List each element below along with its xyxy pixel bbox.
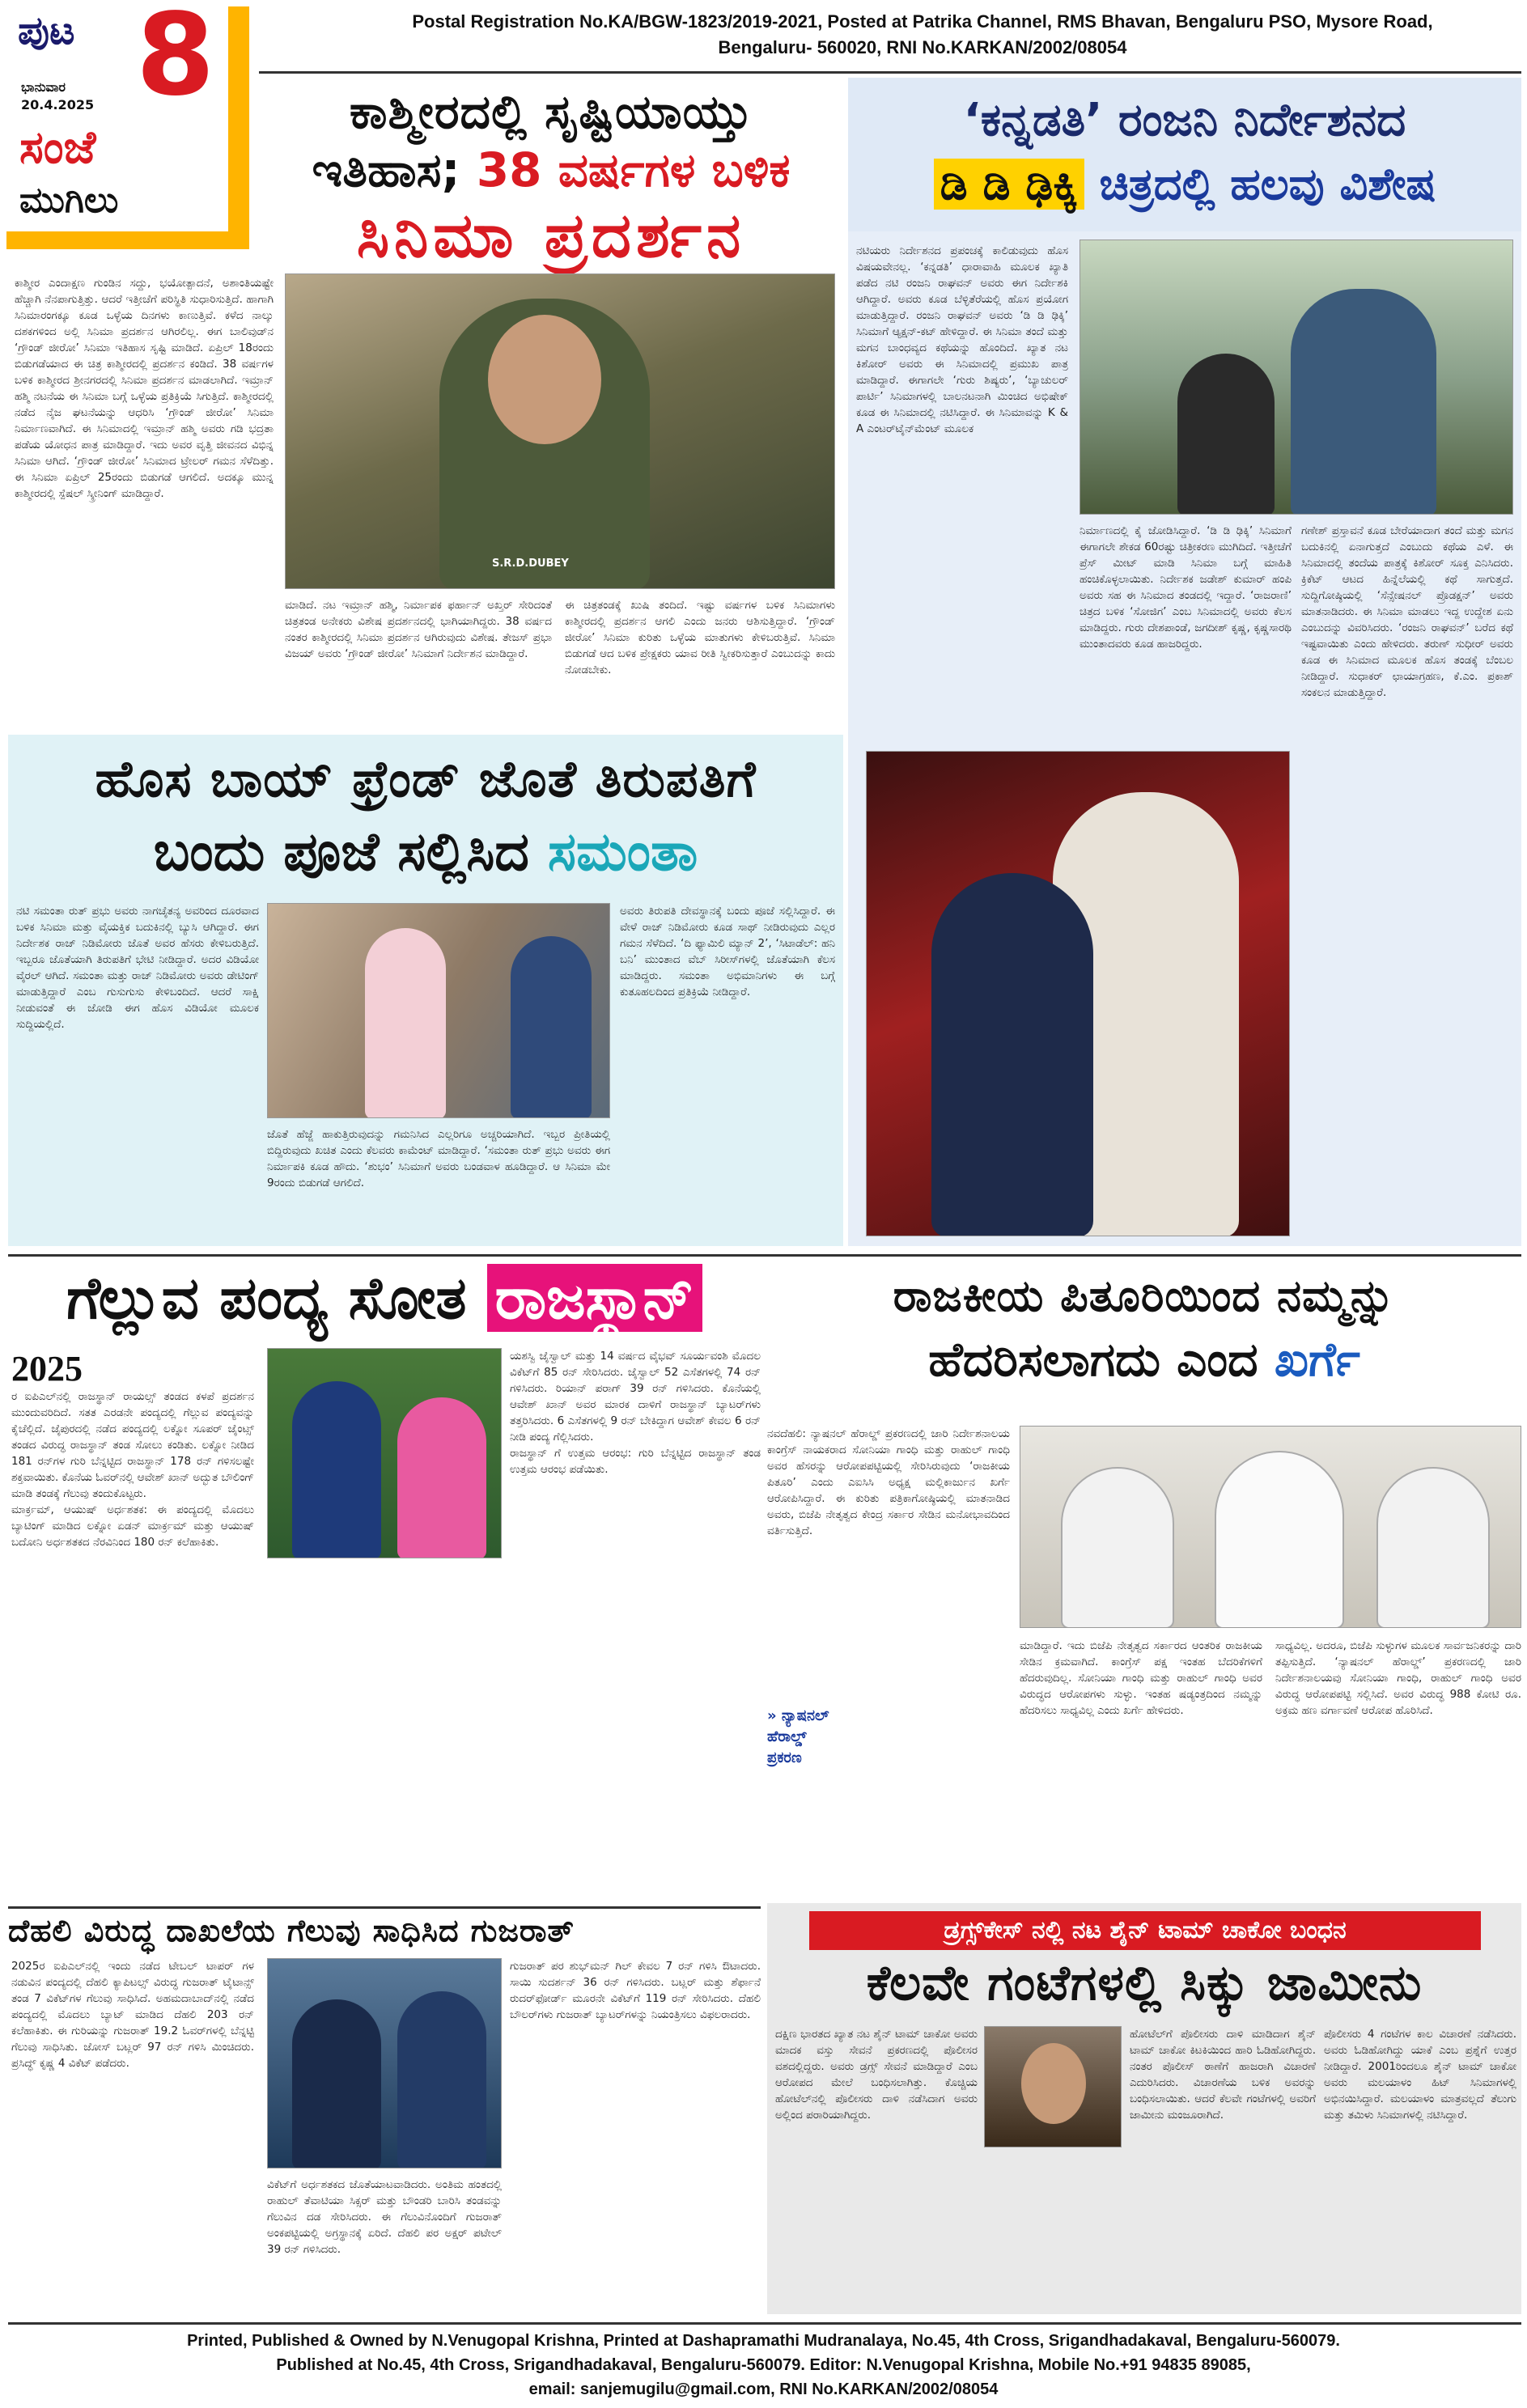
paper-name-bottom: ಮುಗಿಲು [19,180,119,221]
kharge-pullquote [767,1706,864,1787]
kashmir-headline-2a: ಇತಿಹಾಸ; [312,142,460,197]
rajasthan-photo [267,1348,502,1558]
chacko-col-3: ಪೊಲೀಸರು 4 ಗಂಟೆಗಳ ಕಾಲ ವಿಚಾರಣೆ ನಡೆಸಿದರು. ಅವರು ಓಡಿಹೋಗಿದ್ದು ಯಾಕೆ ಎಂಬ ಪ್ರಶ್ನೆಗೆ ಉತ್ತರ ನೀಡಿದ್ದಾರೆ. 2001ರಿಂದಲೂ ಶೈನ್ ಟಾಮ್ ಚಾಕೋ ಅವರು ಮಲಯಾಳಂ ಹಿಟ್ ಸಿನಿಮಾಗಳಲ್ಲಿ ಅಭಿನಯಿಸಿದ್ದಾರೆ. ಮಲಯಾಳಂ ಮಾತ್ರವಲ್ಲದೆ ತೆಲುಗು ಮತ್ತು ತಮಿಳು ಸಿನಿಮಾಗಳಲ್ಲಿ ನಟಿಸಿದ್ದಾರೆ. [1324,2028,1516,2122]
footer-rule [8,2322,1521,2325]
kashmir-headline-3: ಸಿನಿಮಾ ಪ್ರದರ್ಶನ [356,199,746,271]
pullquote-line-3: ಪ್ರಕರಣ [767,1749,802,1766]
kharge-col-2: ಮಾಡಿದ್ದಾರೆ. ಇದು ಬಿಜೆಪಿ ನೇತೃತ್ವದ ಸರ್ಕಾರದ ಆಂತರಿಕ ರಾಜಕೀಯ ಸೇಡಿನ ಕ್ರಮವಾಗಿದೆ. ಕಾಂಗ್ರೆಸ್ ಪಕ್ಷ ಇಂತಹ ಬೆದರಿಕೆಗಳಿಗೆ ಹೆದರುವುದಿಲ್ಲ. ಸೋನಿಯಾ ಗಾಂಧಿ ಮತ್ತು ರಾಹುಲ್ ಗಾಂಧಿ ಅವರ ವಿರುದ್ಧದ ಆರೋಪಗಳು ಸುಳ್ಳು. ಇಂತಹ ಷಡ್ಯಂತ್ರದಿಂದ ನಮ್ಮನ್ನು ಹೆದರಿಸಲು ಸಾಧ್ಯವಿಲ್ಲ ಎಂದು ಖರ್ಗೆ ಹೇಳಿದರು. [1020,1639,1262,1717]
dd-col-1: ನಟಿಯರು ನಿರ್ದೇಶನದ ಪ್ರಪಂಚಕ್ಕೆ ಕಾಲಿಡುವುದು ಹೊಸ ವಿಷಯವೇನಲ್ಲ. ‘ಕನ್ನಡತಿ’ ಧಾರಾವಾಹಿ ಮೂಲಕ ಖ್ಯಾತಿ ಪಡೆದ ನಟಿ ರಂಜನಿ ರಾಘವನ್ ಅವರು ಈಗ ನಿರ್ದೇಶಕಿ ಆಗಿದ್ದಾರೆ. ಅವರು ಕೂಡ ಬೆಳ್ಳಿತೆರೆಯಲ್ಲಿ ಹೊಸ ಪ್ರಯೋಗ ಮಾಡುತ್ತಿದ್ದಾರೆ. ರಂಜನಿ ರಾಘವನ್ ಅವರು ‘ಡಿ ಡಿ ಢಿಕ್ಕಿ’ ಸಿನಿಮಾಗೆ ಆ್ಯಕ್ಷನ್-ಕಟ್ ಹೇಳಿದ್ದಾರೆ. ಈ ಸಿನಿಮಾ ತಂದೆ ಮತ್ತು ಮಗನ ಬಾಂಧವ್ಯದ ಕಥೆಯನ್ನು ಹೊಂದಿದೆ. ಖ್ಯಾತ ನಟ ಕಿಶೋರ್ ಅವರು ಈ ಸಿನಿಮಾದಲ್ಲಿ ಪ್ರಮುಖ ಪಾತ್ರ ಮಾಡಿದ್ದಾರೆ. ಈಗಾಗಲೇ ‘ಗುರು ಶಿಷ್ಯರು’, ‘ಬ್ಯಾಚುಲರ್ ಪಾರ್ಟಿ’ ಸಿನಿಮಾಗಳಲ್ಲಿ ಬಾಲನಟನಾಗಿ ಮಿಂಚಿದ ಅಭಿಷೇಕ್ ಕೂಡ ಈ ಸಿನಿಮಾದಲ್ಲಿ ನಟಿಸಿದ್ದಾರೆ. ಈ ಸಿನಿಮಾವನ್ನು K & A ಎಂಟರ್‌ಟೈನ್‌ಮೆಂಟ್ ಮೂಲಕ [856,244,1068,435]
kashmir-col-2: ಮಾಡಿದೆ. ನಟ ಇಮ್ರಾನ್ ಹಶ್ಮಿ, ನಿರ್ಮಾಪಕ ಫರ್ಹಾನ್ ಅಖ್ತರ್ ಸೇರಿದಂತೆ ಚಿತ್ರತಂಡ ಅನೇಕರು ವಿಶೇಷ ಪ್ರದರ್ಶನದಲ್ಲಿ ಭಾಗಿಯಾಗಿದ್ದರು. 38 ವರ್ಷದ ನಂತರ ಕಾಶ್ಮೀರದಲ್ಲಿ ಸಿನಿಮಾ ಪ್ರದರ್ಶನ ಆಗಿರುವುದು ವಿಶೇಷ. ತೇಜಸ್ ಪ್ರಭಾ ವಿಜಯ್ ಅವರು ‘ಗ್ರೌಂಡ್ ಜೀರೋ’ ಸಿನಿಮಾಗೆ ನಿರ್ದೇಶನ ಮಾಡಿದ್ದಾರೆ. [285,599,552,660]
kashmir-photo [285,273,835,589]
dd-headline-1a: ‘ಕನ್ನಡತಿ’ [963,94,1103,146]
kharge-headline-2a: ಹೆದರಿಸಲಾಗದು ಎಂದ [928,1332,1258,1387]
dd-col-3: ಗಣೇಶ್ ಪ್ರಸ್ತಾವನೆ ಕೂಡ ಬೇರೆಯಾದಾಗ ತಂದೆ ಮತ್ತು ಮಗನ ಬದುಕಿನಲ್ಲಿ ಏನಾಗುತ್ತದೆ ಎಂಬುದು ಕಥೆಯ ಎಳೆ. ಈ ಸಿನಿಮಾದಲ್ಲಿ ತಂದೆಯ ಪಾತ್ರಕ್ಕೆ ಕಿಶೋರ್ ಸೂಕ್ತ ಎನಿಸಿದರು. ಕ್ರಿಕೆಟ್ ಆಟದ ಹಿನ್ನೆಲೆಯಲ್ಲಿ ಕಥೆ ಸಾಗುತ್ತದೆ. ಸುದ್ದಿಗೋಷ್ಠಿಯಲ್ಲಿ ‘ಸೆನ್ಸೇಷನಲ್ ಪ್ರೊಡಕ್ಷನ್’ ಅವರು ಮಾತನಾಡಿದರು. ಈ ಸಿನಿಮಾ ಮಾಡಲು ಇದ್ದ ಉದ್ದೇಶ ಏನು ಎಂಬುದನ್ನು ವಿವರಿಸಿದರು. ‘ರಂಜನಿ ರಾಘವನ್’ ಬರೆದ ಕಥೆ ಇಷ್ಟವಾಯಿತು ಎಂದು ಹೇಳಿದರು. ತರುಣ್ ಸುಧೀರ್ ಅವರು ಕೂಡ ಈ ಸಿನಿಮಾದ ಮೂಲಕ ಹೊಸ ತಂಡಕ್ಕೆ ಬೆಂಬಲ ನೀಡಿದ್ದಾರೆ. ಸುಧಾಕರ್ ಛಾಯಾಗ್ರಹಣ, ಕೆ.ಎಂ. ಪ್ರಕಾಶ್ ಸಂಕಲನ ಮಾಡುತ್ತಿದ್ದಾರೆ. [1301,524,1513,699]
samantha-headline-2a: ಬಂದು ಪೂಜೆ ಸಲ್ಲಿಸಿದ [153,820,529,883]
chacko-col-1: ದಕ್ಷಿಣ ಭಾರತದ ಖ್ಯಾತ ನಟ ಶೈನ್ ಟಾಮ್ ಚಾಕೋ ಅವರು ಮಾದಕ ವಸ್ತು ಸೇವನೆ ಪ್ರಕರಣದಲ್ಲಿ ಪೊಲೀಸರ ವಶದಲ್ಲಿದ್ದರು. ಅವರು ಡ್ರಗ್ಸ್ ಸೇವನೆ ಮಾಡಿದ್ದಾರೆ ಎಂಬ ಆರೋಪದ ಮೇಲೆ ಬಂಧಿಸಲಾಗಿತ್ತು. ಕೊಚ್ಚಿಯ ಹೋಟೆಲ್‌ನಲ್ಲಿ ಪೊಲೀಸರು ದಾಳಿ ನಡೆಸಿದಾಗ ಅವರು ಅಲ್ಲಿಂದ ಪರಾರಿಯಾಗಿದ್ದರು. [775,2028,978,2122]
dd-headline-1 [848,94,1521,147]
dd-headline-2b: ಚಿತ್ರದಲ್ಲಿ ಹಲವು ವಿಶೇಷ [1099,159,1436,210]
footer [0,2329,1527,2406]
kharge-headline-2b: ಖರ್ಗೆ [1274,1332,1360,1387]
samantha-photo [267,903,610,1118]
dd-photo-bottom [866,751,1290,1236]
samantha-headline-2b: ಸಮಂತಾ [547,820,698,883]
dd-headline-2 [848,159,1521,210]
kashmir-headline-2b: 38 ವರ್ಷಗಳ ಬಳಿಕ [476,142,791,197]
rajasthan-col-2: ಯಶಸ್ವಿ ಜೈಸ್ವಾಲ್ ಮತ್ತು 14 ವರ್ಷದ ವೈಭವ್ ಸೂರ್ಯವಂಶಿ ಮೊದಲ ವಿಕೆಟ್‌ಗೆ 85 ರನ್ ಸೇರಿಸಿದರು. ಜೈಸ್ವಾಲ್ 52 ಎಸೆತಗಳಲ್ಲಿ 74 ರನ್ ಗಳಿಸಿದರು. ರಿಯಾನ್ ಪರಾಗ್ 39 ರನ್ ಗಳಿಸಿದರು. ಕೊನೆಯಲ್ಲಿ ಆವೇಶ್ ಖಾನ್ ಅವರ ಮಾರಕ ದಾಳಿಗೆ ರಾಜಸ್ಥಾನ್ ಬ್ಯಾಟರ್‌ಗಳು ತತ್ತರಿಸಿದರು. 6 ಎಸೆತಗಳಲ್ಲಿ 9 ರನ್ ಬೇಕಿದ್ದಾಗ ಆವೇಶ್ ಕೇವಲ 6 ರನ್ ನೀಡಿ ಪಂದ್ಯ ಗೆಲ್ಲಿಸಿದರು. ರಾಜಸ್ಥಾನ್ ಗೆ ಉತ್ತಮ ಆರಂಭ: ಗುರಿ ಬೆನ್ನಟ್ಟಿದ ರಾಜಸ್ಥಾನ್ ತಂಡ ಉತ್ತಮ ಆರಂಭ ಪಡೆಯಿತು. [510,1350,761,1476]
chacko-col-2: ಹೋಟೆಲ್‌ಗೆ ಪೊಲೀಸರು ದಾಳಿ ಮಾಡಿದಾಗ ಶೈನ್ ಟಾಮ್ ಚಾಕೋ ಕಿಟಕಿಯಿಂದ ಹಾರಿ ಓಡಿಹೋಗಿದ್ದರು. ನಂತರ ಪೊಲೀಸ್ ಠಾಣೆಗೆ ಹಾಜರಾಗಿ ವಿಚಾರಣೆ ಎದುರಿಸಿದರು. ವಿಚಾರಣೆಯ ಬಳಿಕ ಅವರನ್ನು ಬಂಧಿಸಲಾಯಿತು. ಆದರೆ ಕೆಲವೇ ಗಂಟೆಗಳಲ್ಲಿ ಅವರಿಗೆ ಜಾಮೀನು ಮಂಜೂರಾಗಿದೆ. [1130,2028,1316,2122]
page-number: 8 [136,0,215,121]
pullquote-line-1: » ನ್ಯಾಷನಲ್ [767,1707,829,1724]
gujarat-photo [267,1958,502,2168]
divider-lower [8,1906,761,1909]
leader-1 [1061,1467,1174,1628]
chacko-banner: ಡ್ರಗ್ಸ್‌ಕೇಸ್ ನಲ್ಲಿ ನಟ ಶೈನ್ ಟಾಮ್ ಚಾಕೋ ಬಂಧನ [809,1911,1481,1950]
footer-line-1: Printed, Published & Owned by N.Venugopal Krishna, Printed at Dashapramathi Mudranalaya, No.45, 4th Cross, Srigandhadakaval, Bengaluru-560079. [187,2332,1340,2350]
footer-line-2: Published at No.45, 4th Cross, Srigandhadakaval, Bengaluru-560079. Editor: N.Venugopal Krishna, Mobile No.+91 94835 89085, [276,2356,1251,2374]
kashmir-headline-1: ಕಾಶ್ಮೀರದಲ್ಲಿ ಸೃಷ್ಟಿಯಾಯ್ತು [349,84,753,139]
kashmir-col-1: ಕಾಶ್ಮೀರ ಎಂದಾಕ್ಷಣ ಗುಂಡಿನ ಸದ್ದು, ಭಯೋತ್ಪಾದನೆ, ಅಶಾಂತಿಯಷ್ಟೇ ಹೆಚ್ಚಾಗಿ ನೆನಪಾಗುತ್ತಿತ್ತು. ಆದರೆ ಇತ್ತೀಚೆಗೆ ಪರಿಸ್ಥಿತಿ ಸುಧಾರಿಸುತ್ತಿದೆ. ಹಾಗಾಗಿ ಸಿನಿಮಾರಂಗಕ್ಕೂ ಕೂಡ ಒಳ್ಳೆಯ ದಿನಗಳು ಕಾಣುತ್ತಿವೆ. ಕಳೆದ ನಾಲ್ಕು ದಶಕಗಳಿಂದ ಅಲ್ಲಿ ಸಿನಿಮಾ ಪ್ರದರ್ಶನ ಆಗಿರಲಿಲ್ಲ. ಈಗ ಬಾಲಿವುಡ್‌ನ ‘ಗ್ರೌಂಡ್ ಜೀರೋ’ ಸಿನಿಮಾ ಇತಿಹಾಸ ಸೃಷ್ಟಿ ಮಾಡಿದೆ. ಏಪ್ರಿಲ್ 18ರಂದು ಬಿಡುಗಡೆಯಾದ ಈ ಚಿತ್ರ ಕಾಶ್ಮೀರದಲ್ಲಿ ಪ್ರದರ್ಶನ ಕಂಡಿದೆ. 38 ವರ್ಷಗಳ ಬಳಿಕ ಕಾಶ್ಮೀರದ ಶ್ರೀನಗರದಲ್ಲಿ ಸಿನಿಮಾ ಪ್ರದರ್ಶನ ಮಾಡಲಾಗಿದೆ. ಇಮ್ರಾನ್ ಹಶ್ಮಿ ನಟನೆಯ ಈ ಸಿನಿಮಾ ಬಗ್ಗೆ ಒಳ್ಳೆಯ ಪ್ರತಿಕ್ರಿಯೆ ಸಿಗುತ್ತಿದೆ. ಕಾಶ್ಮೀರದಲ್ಲಿ ನಡೆದ ನೈಜ ಘಟನೆಯನ್ನು ಆಧರಿಸಿ ‘ಗ್ರೌಂಡ್ ಜೀರೋ’ ಸಿನಿಮಾ ನಿರ್ಮಾಣವಾಗಿದೆ. ಈ ಸಿನಿಮಾದಲ್ಲಿ ಇಮ್ರಾನ್ ಹಶ್ಮಿ ಅವರು ಗಡಿ ಭದ್ರತಾ ಪಡೆಯ ಯೋಧನ ಪಾತ್ರ ಮಾಡಿದ್ದಾರೆ. ಇದು ಅವರ ವೃತ್ತಿ ಜೀವನದ ವಿಭಿನ್ನ ಸಿನಿಮಾ ಆಗಿದೆ. ‘ಗ್ರೌಂಡ್ ಜೀರೋ’ ಸಿನಿಮಾದ ಟ್ರೇಲರ್ ಗಮನ ಸೆಳೆದಿತ್ತು. ಈ ಸಿನಿಮಾ ಏಪ್ರಿಲ್ 25ರಂದು ಬಿಡುಗಡೆ ಆಗಲಿದೆ. ಅದಕ್ಕೂ ಮುನ್ನ ಕಾಶ್ಮೀರದಲ್ಲಿ ಸ್ಪೆಷಲ್ ಸ್ಕ್ರೀನಿಂಗ್ ಮಾಡಿದ್ದಾರೆ. [15,277,274,500]
story-dd-dhikki-header [848,78,1521,231]
woman-figure [365,928,446,1118]
samantha-col-3: ಅವರು ತಿರುಪತಿ ದೇವಸ್ಥಾನಕ್ಕೆ ಬಂದು ಪೂಜೆ ಸಲ್ಲಿಸಿದ್ದಾರೆ. ಈ ವೇಳೆ ರಾಜ್ ನಿಡಿಮೋರು ಕೂಡ ಸಾಥ್ ನೀಡಿರುವುದು ಎಲ್ಲರ ಗಮನ ಸೆಳೆದಿದೆ. ‘ದಿ ಫ್ಯಾಮಿಲಿ ಮ್ಯಾನ್ 2’, ‘ಸಿಟಾಡೆಲ್: ಹನಿ ಬನಿ’ ಮುಂತಾದ ವೆಬ್ ಸಿರೀಸ್‌ಗಳಲ್ಲಿ ಜೊತೆಯಾಗಿ ಕೆಲಸ ಮಾಡಿದ್ದರು. ಸಮಂತಾ ಅಭಿಮಾನಿಗಳು ಈ ಬಗ್ಗೆ ಕುತೂಹಲದಿಂದ ಪ್ರತಿಕ್ರಿಯೆ ನೀಡಿದ್ದಾರೆ. [620,905,835,998]
leader-3 [1376,1467,1490,1628]
kharge-col-1: ನವದೆಹಲಿ: ನ್ಯಾಷನಲ್ ಹೆರಾಲ್ಡ್ ಪ್ರಕರಣದಲ್ಲಿ ಜಾರಿ ನಿರ್ದೇಶನಾಲಯ ಕಾಂಗ್ರೆಸ್ ನಾಯಕರಾದ ಸೋನಿಯಾ ಗಾಂಧಿ ಮತ್ತು ರಾಹುಲ್ ಗಾಂಧಿ ಅವರ ಹೆಸರನ್ನು ಆರೋಪಪಟ್ಟಿಯಲ್ಲಿ ಸೇರಿಸಿರುವುದು ‘ರಾಜಕೀಯ ಪಿತೂರಿ’ ಎಂದು ಎಐಸಿಸಿ ಅಧ್ಯಕ್ಷ ಮಲ್ಲಿಕಾರ್ಜುನ ಖರ್ಗೆ ಆರೋಪಿಸಿದ್ದಾರೆ. ಈ ಕುರಿತು ಪತ್ರಿಕಾಗೋಷ್ಠಿಯಲ್ಲಿ ಮಾತನಾಡಿದ ಅವರು, ಬಿಜೆಪಿ ನೇತೃತ್ವದ ಕೇಂದ್ರ ಸರ್ಕಾರ ಸೇಡಿನ ಮನೋಭಾವದಿಂದ ವರ್ತಿಸುತ್ತಿದೆ. [767,1427,1010,1537]
man-figure-2 [511,936,592,1118]
gujarat-col-1: 2025ರ ಐಪಿಎಲ್‌ನಲ್ಲಿ ಇಂದು ನಡೆದ ಟೇಬಲ್ ಟಾಪರ್ ಗಳ ನಡುವಿನ ಪಂದ್ಯದಲ್ಲಿ ದೆಹಲಿ ಕ್ಯಾಪಿಟಲ್ಸ್ ವಿರುದ್ಧ ಗುಜರಾತ್ ಟೈಟಾನ್ಸ್ ತಂಡ 7 ವಿಕೆಟ್‌ಗಳ ಗೆಲುವು ಸಾಧಿಸಿದೆ. ಅಹಮದಾಬಾದ್‌ನಲ್ಲಿ ನಡೆದ ಪಂದ್ಯದಲ್ಲಿ ಮೊದಲು ಬ್ಯಾಟ್ ಮಾಡಿದ ದೆಹಲಿ 203 ರನ್ ಕಲೆಹಾಕಿತು. ಈ ಗುರಿಯನ್ನು ಗುಜರಾತ್ 19.2 ಓವರ್‌ಗಳಲ್ಲಿ ಬೆನ್ನಟ್ಟಿ ಗೆಲುವು ಸಾಧಿಸಿತು. ಜೋಸ್ ಬಟ್ಲರ್ 97 ರನ್ ಗಳಿಸಿ ಮಿಂಚಿದರು. ಪ್ರಸಿದ್ಧ್ ಕೃಷ್ಣ 4 ವಿಕೆಟ್ ಪಡೆದರು. [11,1960,254,2070]
story-kharge [767,1264,1521,1426]
pullquote-line-2: ಹೆರಾಲ್ಡ್ [767,1728,807,1745]
issue-day: ಭಾನುವಾರ [21,79,66,95]
kharge-photo [1020,1426,1521,1628]
player-1 [292,1381,381,1558]
page-word: ಪುಟ [18,8,75,53]
gujarat-col-3: ಗುಜರಾತ್ ಪರ ಶುಭ್‌ಮನ್ ಗಿಲ್ ಕೇವಲ 7 ರನ್ ಗಳಿಸಿ ಔಟಾದರು. ಸಾಯಿ ಸುದರ್ಶನ್ 36 ರನ್ ಗಳಿಸಿದರು. ಬಟ್ಲರ್ ಮತ್ತು ಶೆರ್ಫಾನೆ ರುದರ್‌ಫೋರ್ಡ್ ಮೂರನೇ ವಿಕೆಟ್‌ಗೆ 119 ರನ್ ಸೇರಿಸಿದರು. ದೆಹಲಿ ಬೌಲರ್‌ಗಳು ಗುಜರಾತ್ ಬ್ಯಾಟರ್‌ಗಳನ್ನು ನಿಯಂತ್ರಿಸಲು ವಿಫಲರಾದರು. [510,1960,761,2021]
dd-col-2: ನಿರ್ಮಾಣದಲ್ಲಿ ಕೈ ಜೋಡಿಸಿದ್ದಾರೆ. ‘ಡಿ ಡಿ ಢಿಕ್ಕಿ’ ಸಿನಿಮಾಗೆ ಈಗಾಗಲೇ ಶೇಕಡ 60ರಷ್ಟು ಚಿತ್ರೀಕರಣ ಮುಗಿದಿದೆ. ಇತ್ತೀಚೆಗೆ ಪ್ರೆಸ್ ಮೀಟ್ ಮಾಡಿ ಸಿನಿಮಾ ಬಗ್ಗೆ ಮಾಹಿತಿ ಹಂಚಿಕೊಳ್ಳಲಾಯಿತು. ನಿರ್ದೇಶಕ ಜಡೇಶ್ ಕುಮಾರ್ ಹಂಪಿ ಅವರು ಸಹ ಈ ಸಿನಿಮಾದ ತಂಡದಲ್ಲಿ ಇದ್ದಾರೆ. ‘ರಾಜರಾಣಿ’ ಚಿತ್ರದ ಬಳಿಕ ‘ಸೋಜಿಗ’ ಎಂಬ ಸಿನಿಮಾದಲ್ಲಿ ಅವರು ಕೆಲಸ ಮಾಡಿದ್ದರು. ಗುರು ದೇಶಪಾಂಡೆ, ಜಗದೀಶ್ ಕೃಷ್ಣ, ಕೃಷ್ಣಸಾರಥಿ ಮುಂತಾದವರು ಕೂಡ ಹಾಜರಿದ್ದರು. [1080,524,1292,651]
issue-date: 20.4.2025 [21,97,95,112]
samantha-headline-2 [8,820,843,884]
gujarat-player-1 [292,1999,381,2168]
soldier-face [488,315,601,444]
rajasthan-dropcap: 2025 [11,1349,83,1388]
player-2 [397,1397,486,1558]
rajasthan-col-1: ರ ಐಪಿಎಲ್‌ನಲ್ಲಿ ರಾಜಸ್ಥಾನ್ ರಾಯಲ್ಸ್ ತಂಡದ ಕಳಪೆ ಪ್ರದರ್ಶನ ಮುಂದುವರಿದಿದೆ. ಸತತ ಎರಡನೇ ಪಂದ್ಯದಲ್ಲಿ ಗೆಲ್ಲುವ ಪಂದ್ಯವನ್ನು ಕೈಚೆಲ್ಲಿದೆ. ಜೈಪುರದಲ್ಲಿ ನಡೆದ ಪಂದ್ಯದಲ್ಲಿ ಲಕ್ನೋ ಸೂಪರ್ ಜೈಂಟ್ಸ್ ತಂಡದ ವಿರುದ್ಧ ರಾಜಸ್ಥಾನ್ ತಂಡ ಸೋಲು ಕಂಡಿತು. ಲಕ್ನೋ ನೀಡಿದ 181 ರನ್‌ಗಳ ಗುರಿ ಬೆನ್ನಟ್ಟಿದ ರಾಜಸ್ಥಾನ್ 178 ರನ್ ಗಳಿಸಲಷ್ಟೇ ಶಕ್ತವಾಯಿತು. ಕೊನೆಯ ಓವರ್‌ನಲ್ಲಿ ಆವೇಶ್ ಖಾನ್ ಅದ್ಭುತ ಬೌಲಿಂಗ್ ಮಾಡಿ ತಂಡಕ್ಕೆ ಗೆಲುವು ತಂದುಕೊಟ್ಟರು. ಮಾರ್ಕ್ರಮ್, ಆಯುಷ್ ಅರ್ಧಶತಕ: ಈ ಪಂದ್ಯದಲ್ಲಿ ಮೊದಲು ಬ್ಯಾಟಿಂಗ್ ಮಾಡಿದ ಲಕ್ನೋ ಏಡನ್ ಮಾರ್ಕ್ರಮ್ ಮತ್ತು ಆಯುಷ್ ಬದೋನಿ ಅರ್ಧಶತಕದ ನೆರವಿನಿಂದ 180 ರನ್ ಕಲೆಹಾಕಿತು. [11,1390,254,1549]
kharge-headline-2 [767,1332,1521,1388]
dd-headline-1b: ರಂಜನಿ ನಿರ್ದೇಶನದ [1118,94,1406,146]
divider-mid [8,1254,1521,1257]
child-figure [931,873,1093,1236]
rajasthan-headline-a: ಗೆಲ್ಲುವ ಪಂದ್ಯ ಸೋತ [66,1264,467,1332]
samantha-col-2: ಜೊತೆ ಹೆಜ್ಜೆ ಹಾಕುತ್ತಿರುವುದನ್ನು ಗಮನಿಸಿದ ಎಲ್ಲರಿಗೂ ಅಚ್ಚರಿಯಾಗಿದೆ. ಇಬ್ಬರ ಪ್ರೀತಿಯಲ್ಲಿ ಬಿದ್ದಿರುವುದು ಖಚಿತ ಎಂದು ಕೆಲವರು ಕಾಮೆಂಟ್ ಮಾಡಿದ್ದಾರೆ. ‘ಸಮಂತಾ ರುತ್ ಪ್ರಭು ಅವರು ಈಗ ನಿರ್ಮಾಪಕಿ ಕೂಡ ಹೌದು. ‘ಶುಭಂ’ ಸಿನಿಮಾಗೆ ಅವರು ಬಂಡವಾಳ ಹೂಡಿದ್ದಾರೆ. ಆ ಸಿನಿಮಾ ಮೇ 9ರಂದು ಬಿಡುಗಡೆ ಆಗಲಿದೆ. [267,1128,610,1189]
kashmir-col-3: ಈ ಚಿತ್ರತಂಡಕ್ಕೆ ಖುಷಿ ತಂದಿದೆ. ಇಷ್ಟು ವರ್ಷಗಳ ಬಳಿಕ ಸಿನಿಮಾಗಳು ಕಾಶ್ಮೀರದಲ್ಲಿ ಪ್ರದರ್ಶನ ಆಗಲಿ ಎಂದು ಜನರು ಆಶಿಸುತ್ತಿದ್ದಾರೆ. ‘ಗ್ರೌಂಡ್ ಜೀರೋ’ ಸಿನಿಮಾ ಕುರಿತು ಒಳ್ಳೆಯ ಮಾತುಗಳು ಕೇಳಿಬರುತ್ತಿವೆ. ಸಿನಿಮಾ ಬಿಡುಗಡೆ ಆದ ಬಳಿಕ ಪ್ರೇಕ್ಷಕರು ಯಾವ ರೀತಿ ಸ್ವೀಕರಿಸುತ್ತಾರೆ ಎಂಬುದನ್ನು ಕಾದು ನೋಡಬೇಕು. [565,599,835,676]
dd-photo-top [1080,240,1513,515]
leader-2 [1215,1451,1344,1628]
kharge-headline-1: ರಾಜಕೀಯ ಪಿತೂರಿಯಿಂದ ನಮ್ಮನ್ನು [893,1270,1396,1321]
samantha-col-1: ನಟಿ ಸಮಂತಾ ರುತ್ ಪ್ರಭು ಅವರು ನಾಗಚೈತನ್ಯ ಅವರಿಂದ ದೂರವಾದ ಬಳಿಕ ಸಿನಿಮಾ ಮತ್ತು ವೈಯಕ್ತಿಕ ಬದುಕಿನಲ್ಲಿ ಬ್ಯುಸಿ ಆಗಿದ್ದಾರೆ. ಈಗ ನಿರ್ದೇಶಕ ರಾಜ್ ನಿಡಿಮೋರು ಜೊತೆ ಅವರ ಹೆಸರು ಕೇಳಿಬರುತ್ತಿದೆ. ಇಬ್ಬರೂ ಜೊತೆಯಾಗಿ ತಿರುಪತಿಗೆ ಭೇಟಿ ನೀಡಿದ್ದಾರೆ. ಅದರ ವಿಡಿಯೋ ವೈರಲ್ ಆಗಿದೆ. ಸಮಂತಾ ಮತ್ತು ರಾಜ್ ನಿಡಿಮೋರು ಅವರು ಡೇಟಿಂಗ್ ಮಾಡುತ್ತಿದ್ದಾರೆ ಎಂಬ ಗುಸುಗುಸು ಕೇಳಿಬಂದಿದೆ. ಆದರೆ ಸಾಕ್ಷಿ ನೀಡುವಂತೆ ಈ ಜೋಡಿ ಈಗ ಹೊಸ ವಿಡಿಯೋ ಮೂಲಕ ಸುದ್ದಿಯಲ್ಲಿದೆ. [16,905,259,1031]
gujarat-headline: ದೆಹಲಿ ವಿರುದ್ಧ ದಾಖಲೆಯ ಗೆಲುವು ಸಾಧಿಸಿದ ಗುಜರಾತ್ [8,1913,575,1948]
rajasthan-headline-b: ರಾಜಸ್ಥಾನ್ [487,1264,702,1332]
chacko-photo [984,2026,1122,2147]
postal-line-1: Postal Registration No.KA/BGW-1823/2019-2021, Posted at Patrika Channel, RMS Bhavan, Bengaluru PSO, Mysore Road, [412,11,1433,32]
kharge-col-3: ಸಾಧ್ಯವಿಲ್ಲ. ಅದರೂ, ಬಿಜೆಪಿ ಸುಳ್ಳುಗಳ ಮೂಲಕ ಸಾರ್ವಜನಿಕರನ್ನು ದಾರಿ ತಪ್ಪಿಸುತ್ತಿದೆ. ‘ನ್ಯಾಷನಲ್ ಹೆರಾಲ್ಡ್’ ಪ್ರಕರಣದಲ್ಲಿ ಜಾರಿ ನಿರ್ದೇಶನಾಲಯವು ಸೋನಿಯಾ ಗಾಂಧಿ, ರಾಹುಲ್ ಗಾಂಧಿ ಅವರ ವಿರುದ್ಧ ಆರೋಪಪಟ್ಟಿ ಸಲ್ಲಿಸಿದೆ. ಅವರ ವಿರುದ್ಧ 988 ಕೋಟಿ ರೂ. ಅಕ್ರಮ ಹಣ ವರ್ಗಾವಣೆ ಆರೋಪ ಹೊರಿಸಿದೆ. [1275,1639,1521,1717]
chacko-face [1021,2043,1086,2124]
dd-headline-2a: ಡಿ ಡಿ ಢಿಕ್ಕಿ [934,159,1084,210]
man-figure [1291,289,1436,515]
story-rajasthan-headline [8,1264,761,1338]
kashmir-headline-2 [259,142,843,198]
boy-figure [1177,354,1275,515]
samantha-headline-1: ಹೊಸ ಬಾಯ್ ಫ್ರೆಂಡ್ ಜೊತೆ ತಿರುಪತಿಗೆ [95,749,757,808]
postal-line-2: Bengaluru- 560020, RNI No.KARKAN/2002/08054 [718,37,1127,57]
gujarat-col-2: ವಿಕೆಟ್‌ಗೆ ಅರ್ಧಶತಕದ ಜೊತೆಯಾಟವಾಡಿದರು. ಅಂತಿಮ ಹಂತದಲ್ಲಿ ರಾಹುಲ್ ತೆವಾಟಿಯಾ ಸಿಕ್ಸರ್ ಮತ್ತು ಬೌಂಡರಿ ಬಾರಿಸಿ ತಂಡವನ್ನು ಗೆಲುವಿನ ದಡ ಸೇರಿಸಿದರು. ಈ ಗೆಲುವಿನೊಂದಿಗೆ ಗುಜರಾತ್ ಅಂಕಪಟ್ಟಿಯಲ್ಲಿ ಅಗ್ರಸ್ಥಾನಕ್ಕೆ ಏರಿದೆ. ದೆಹಲಿ ಪರ ಅಕ್ಷರ್ ಪಟೇಲ್ 39 ರನ್ ಗಳಿಸಿದರು. [267,2178,502,2256]
masthead-rule [259,71,1521,74]
kashmir-photo-caption: S.R.D.DUBEY [492,557,569,570]
chacko-headline: ಕೆಲವೇ ಗಂಟೆಗಳಲ್ಲಿ ಸಿಕ್ಕು ಜಾಮೀನು [866,1955,1423,2012]
footer-line-3: email: sanjemugilu@gmail.com, RNI No.KARKAN/2002/08054 [528,2380,999,2398]
gujarat-player-2 [397,1991,486,2168]
paper-name-top: ಸಂಜೆ [19,121,96,174]
